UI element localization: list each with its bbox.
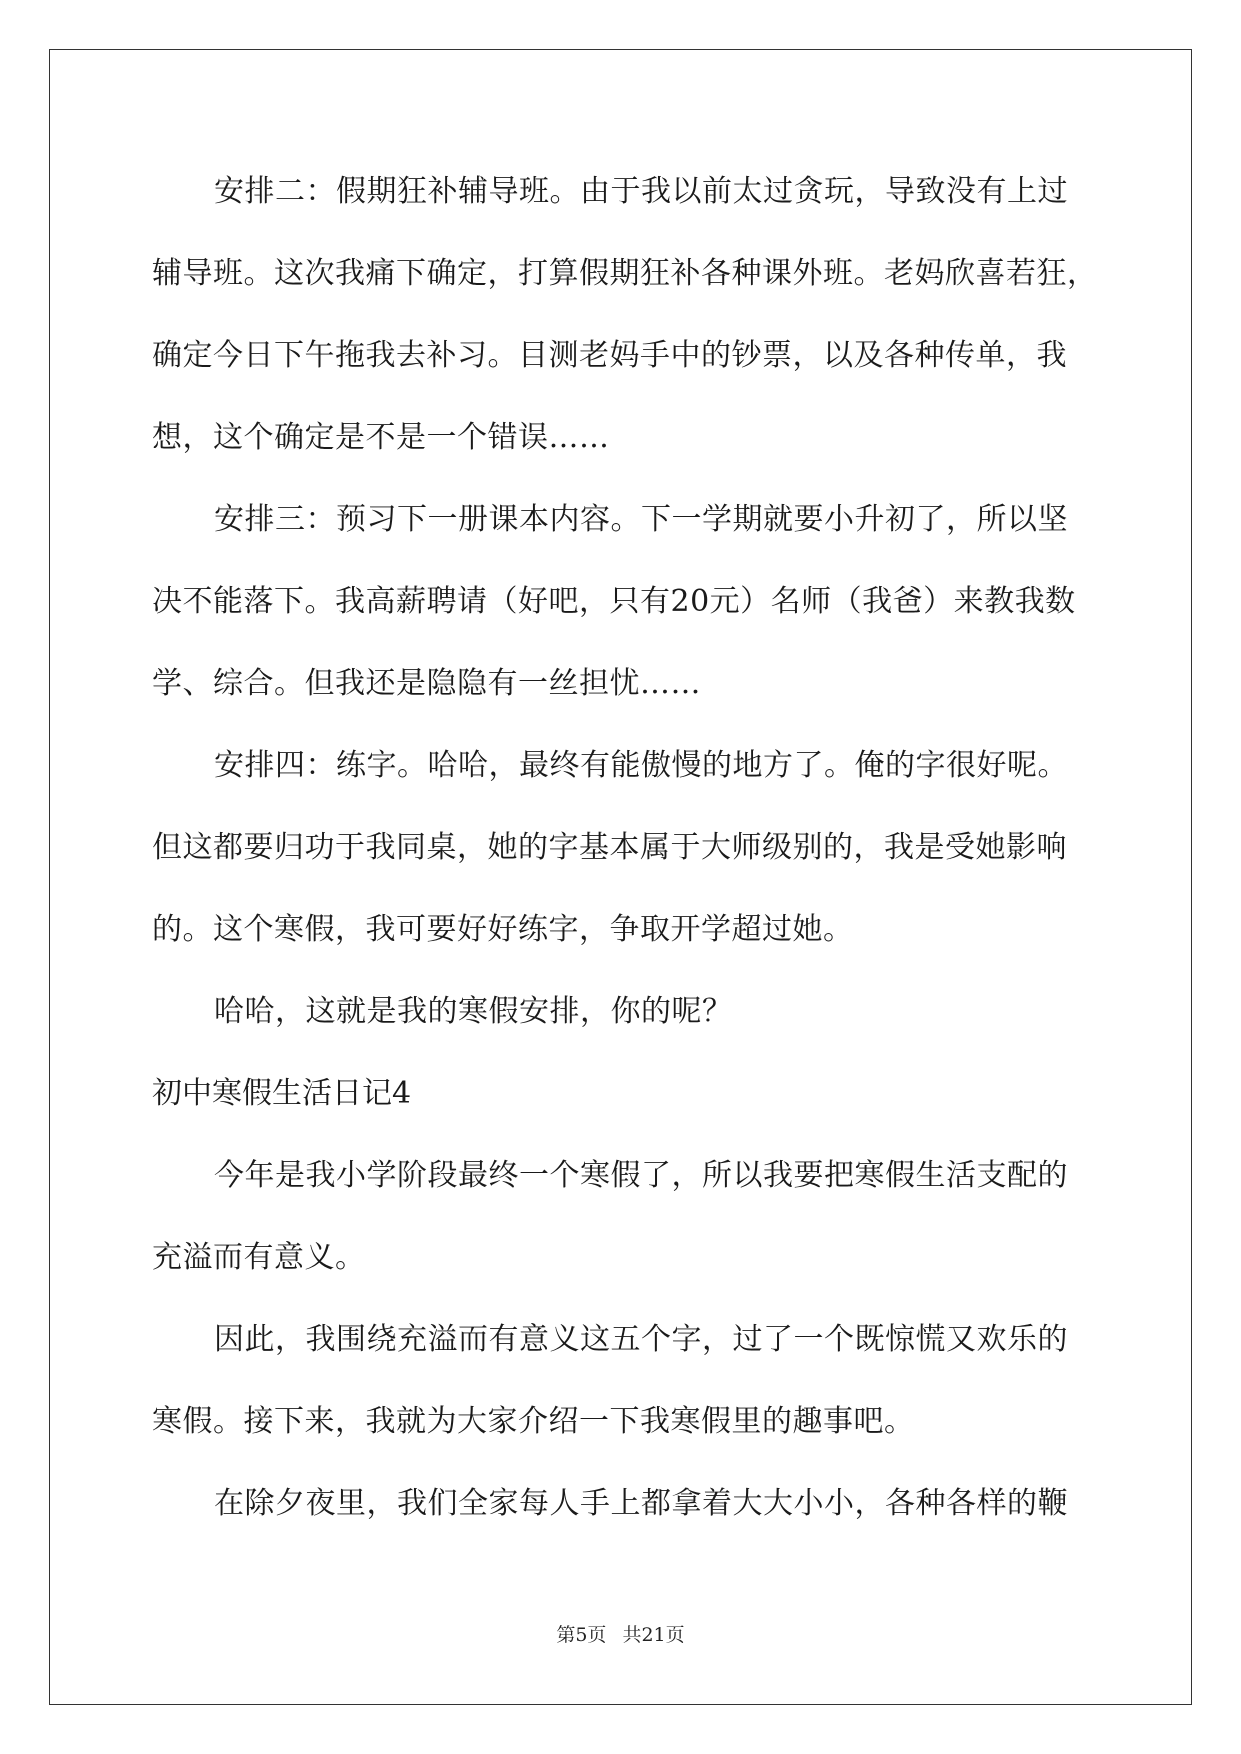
text-line: 的。这个寒假，我可要好好练字，争取开学超过她。 (152, 912, 854, 947)
section-heading: 初中寒假生活日记4 (152, 1076, 412, 1111)
page-number: 第5页 (556, 1624, 607, 1646)
text-line: 但这都要归功于我同桌，她的字基本属于大师级别的，我是受她影响 (152, 830, 1067, 865)
text-line: 想，这个确定是不是一个错误…… (152, 420, 610, 455)
text-line: 安排四：练字。哈哈，最终有能傲慢的地方了。俺的字很好呢。 (214, 748, 1068, 783)
text-line: 安排三：预习下一册课本内容。下一学期就要小升初了，所以坚 (214, 502, 1068, 537)
text-line: 充溢而有意义。 (152, 1240, 366, 1275)
document-body (152, 162, 1098, 1556)
text-line: 寒假。接下来，我就为大家介绍一下我寒假里的趣事吧。 (152, 1404, 915, 1439)
text-line: 在除夕夜里，我们全家每人手上都拿着大大小小，各种各样的鞭 (214, 1486, 1068, 1521)
text-line: 因此，我围绕充溢而有意义这五个字，过了一个既惊慌又欢乐的 (214, 1322, 1068, 1357)
text-line: 哈哈，这就是我的寒假安排，你的呢？ (214, 994, 733, 1029)
text-line: 学、综合。但我还是隐隐有一丝担忧…… (152, 666, 701, 701)
text-line: 确定今日下午拖我去补习。目测老妈手中的钞票，以及各种传单，我 (152, 338, 1067, 373)
text-line: 决不能落下。我高薪聘请（好吧，只有20元）名师（我爸）来教我数 (152, 584, 1076, 619)
page-footer (0, 1622, 1241, 1648)
text-line: 辅导班。这次我痛下确定，打算假期狂补各种课外班。老妈欣喜若狂， (152, 256, 1098, 291)
text-line: 今年是我小学阶段最终一个寒假了，所以我要把寒假生活支配的 (214, 1158, 1068, 1193)
page-total: 共21页 (622, 1624, 685, 1646)
text-line: 安排二：假期狂补辅导班。由于我以前太过贪玩，导致没有上过 (214, 174, 1068, 209)
